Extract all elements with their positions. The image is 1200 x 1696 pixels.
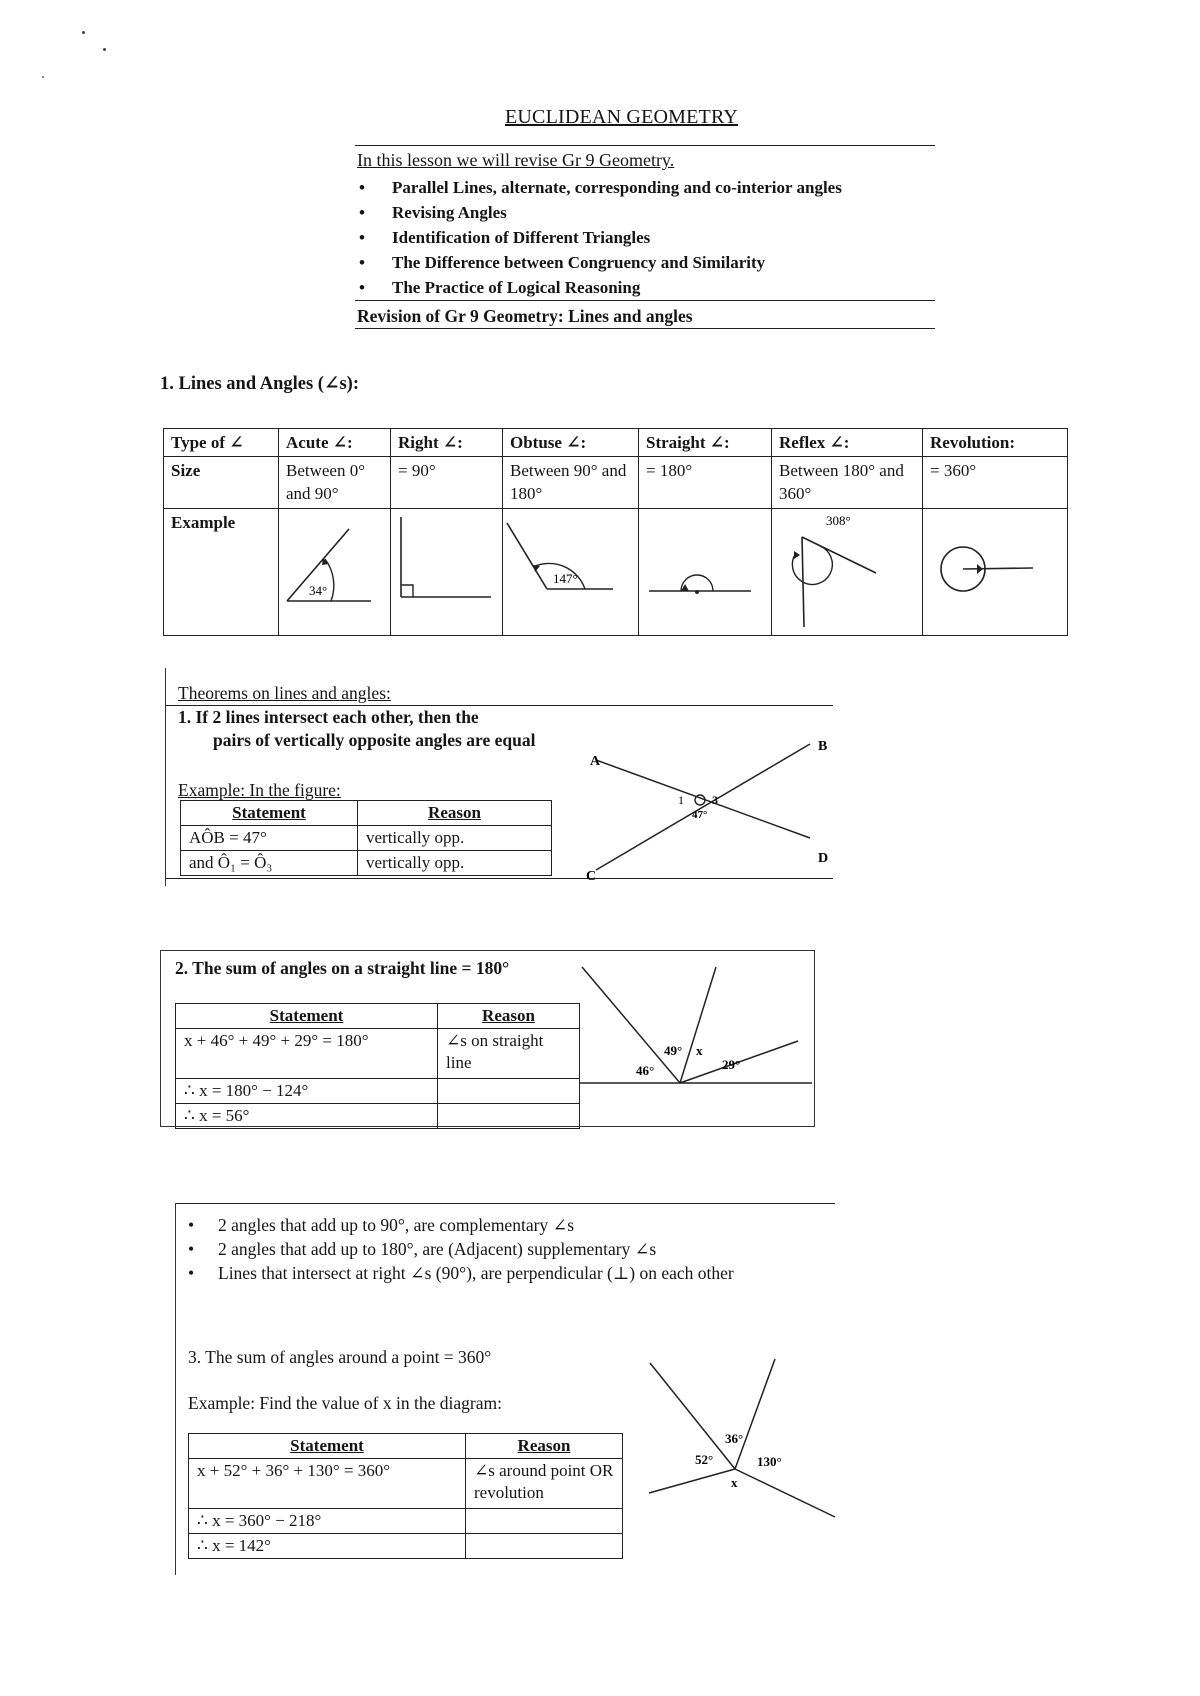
statement-cell: ∴ x = 180° − 124° [176, 1079, 438, 1104]
theorem1-table [180, 800, 552, 876]
svg-text:1: 1 [678, 793, 684, 807]
svg-text:x: x [731, 1475, 738, 1490]
list-item: • The Practice of Logical Reasoning [359, 278, 641, 297]
statement-cell: AÔB = 47° [181, 826, 358, 851]
reason-cell: vertically opp. [358, 826, 552, 851]
reason-cell [466, 1509, 623, 1534]
table-row [164, 457, 1068, 509]
list-item: • Revising Angles [359, 203, 507, 222]
reason-header: Reason [438, 1004, 580, 1029]
statement-cell: x + 46° + 49° + 29° = 180° [176, 1029, 438, 1079]
svg-text:52°: 52° [695, 1452, 714, 1467]
scan-speck [82, 31, 85, 34]
example-right [391, 509, 503, 636]
type-obtuse: Obtuse ∠: [503, 429, 639, 457]
theorem3-heading: 3. The sum of angles around a point = 360° [188, 1347, 492, 1367]
table-row [164, 509, 1068, 636]
svg-text:B: B [818, 739, 828, 754]
table-row [189, 1459, 623, 1509]
scan-speck [103, 48, 106, 51]
right-angle-diagram [391, 509, 501, 629]
size-acute: Between 0° and 90° [279, 457, 391, 509]
statement-cell: x + 52° + 36° + 130° = 360° [189, 1459, 466, 1509]
reason-cell [438, 1104, 580, 1129]
notes-top-rule [175, 1203, 835, 1204]
table-row [176, 1004, 580, 1029]
list-item: • 2 angles that add up to 180°, are (Adjacent) supplementary ∠s [188, 1239, 657, 1259]
theorem1-left-border [165, 668, 166, 886]
row-label: Type of ∠ [164, 429, 279, 457]
list-item: • Parallel Lines, alternate, corresponding and co-interior angles [359, 178, 842, 197]
title-divider [355, 145, 935, 146]
angles-around-point-diagram [645, 1355, 845, 1520]
table-row [176, 1104, 580, 1129]
straight-angle-diagram [639, 509, 769, 629]
reason-header: Reason [358, 801, 552, 826]
reflex-angle-diagram [772, 509, 922, 629]
size-revolution: = 360° [923, 457, 1068, 509]
intro-text: In this lesson we will revise Gr 9 Geometry. [357, 150, 675, 170]
revolution-diagram [923, 509, 1063, 629]
statement-cell: ∴ x = 56° [176, 1104, 438, 1129]
statement-header: Statement [176, 1004, 438, 1029]
table-row [176, 1029, 580, 1079]
svg-text:47°: 47° [692, 809, 708, 821]
svg-text:C: C [586, 869, 597, 880]
list-item: • Lines that intersect at right ∠s (90°), are perpendicular (⊥) on each other [188, 1263, 734, 1283]
table-row [164, 429, 1068, 457]
svg-text:D: D [818, 851, 829, 866]
table-row [189, 1534, 623, 1559]
theorems-heading: Theorems on lines and angles: [178, 683, 391, 703]
size-straight: = 180° [639, 457, 772, 509]
reason-header: Reason [466, 1434, 623, 1459]
type-reflex: Reflex ∠: [772, 429, 923, 457]
table-row [181, 851, 552, 876]
angle-types-table [163, 428, 1068, 636]
example-straight [639, 509, 772, 636]
list-item: • Identification of Different Triangles [359, 228, 651, 247]
type-right: Right ∠: [391, 429, 503, 457]
example-reflex [772, 509, 923, 636]
svg-text:3: 3 [712, 793, 718, 807]
example-obtuse [503, 509, 639, 636]
list-item: • The Difference between Congruency and Similarity [359, 253, 766, 272]
svg-text:147°: 147° [553, 571, 578, 586]
example-label: Example: In the figure: [178, 780, 341, 800]
revision-divider [355, 328, 935, 329]
reason-cell: ∠s on straight line [438, 1029, 580, 1079]
statement-header: Statement [189, 1434, 466, 1459]
notes-list [188, 1213, 828, 1285]
topic-list [357, 175, 842, 300]
statement-cell: and Ô₁ = Ô₃ [181, 851, 358, 876]
size-reflex: Between 180° and 360° [772, 457, 923, 509]
example-acute [279, 509, 391, 636]
theorem2-heading: 2. The sum of angles on a straight line = 180° [175, 958, 510, 978]
svg-text:130°: 130° [757, 1454, 782, 1469]
statement-header: Statement [181, 801, 358, 826]
row-label: Example [164, 509, 279, 636]
table-row [176, 1079, 580, 1104]
statement-cell: ∴ x = 142° [189, 1534, 466, 1559]
section1-heading: 1. Lines and Angles (∠s): [160, 374, 359, 394]
straight-line-diagram [580, 955, 812, 1085]
notes-left-border [175, 1203, 176, 1575]
reason-cell: ∠s around point OR revolution [466, 1459, 623, 1509]
theorem3-table [188, 1433, 623, 1559]
row-label: Size [164, 457, 279, 509]
svg-text:308°: 308° [826, 513, 851, 528]
obtuse-angle-diagram [503, 509, 638, 629]
list-item: • 2 angles that add up to 90°, are complementary ∠s [188, 1215, 575, 1235]
table-row [189, 1434, 623, 1459]
theorem1-top-rule [165, 705, 833, 706]
reason-cell [466, 1534, 623, 1559]
example-label: Example: Find the value of x in the diagram: [188, 1393, 502, 1413]
theorem1-line1: 1. If 2 lines intersect each other, then the [178, 707, 479, 727]
svg-text:34°: 34° [309, 583, 328, 598]
intersecting-lines-diagram [560, 730, 850, 880]
svg-text:36°: 36° [725, 1431, 744, 1446]
scan-speck [42, 76, 44, 78]
type-acute: Acute ∠: [279, 429, 391, 457]
type-revolution: Revolution: [923, 429, 1068, 457]
theorem2-table [175, 1003, 580, 1129]
type-straight: Straight ∠: [639, 429, 772, 457]
svg-text:A: A [590, 754, 601, 769]
statement-cell: ∴ x = 360° − 218° [189, 1509, 466, 1534]
example-revolution [923, 509, 1068, 636]
svg-text:49°: 49° [664, 1043, 683, 1058]
size-obtuse: Between 90° and 180° [503, 457, 639, 509]
page-title: EUCLIDEAN GEOMETRY [505, 106, 739, 128]
revision-heading: Revision of Gr 9 Geometry: Lines and angles [357, 306, 693, 326]
topics-divider [355, 300, 935, 301]
table-row [181, 801, 552, 826]
svg-text:x: x [696, 1043, 703, 1058]
svg-text:46°: 46° [636, 1063, 655, 1078]
svg-text:29°: 29° [722, 1057, 741, 1072]
table-row [181, 826, 552, 851]
theorem1-line2: pairs of vertically opposite angles are equal [213, 730, 536, 750]
reason-cell: vertically opp. [358, 851, 552, 876]
acute-angle-diagram [279, 509, 389, 629]
table-row [189, 1509, 623, 1534]
reason-cell [438, 1079, 580, 1104]
size-right: = 90° [391, 457, 503, 509]
